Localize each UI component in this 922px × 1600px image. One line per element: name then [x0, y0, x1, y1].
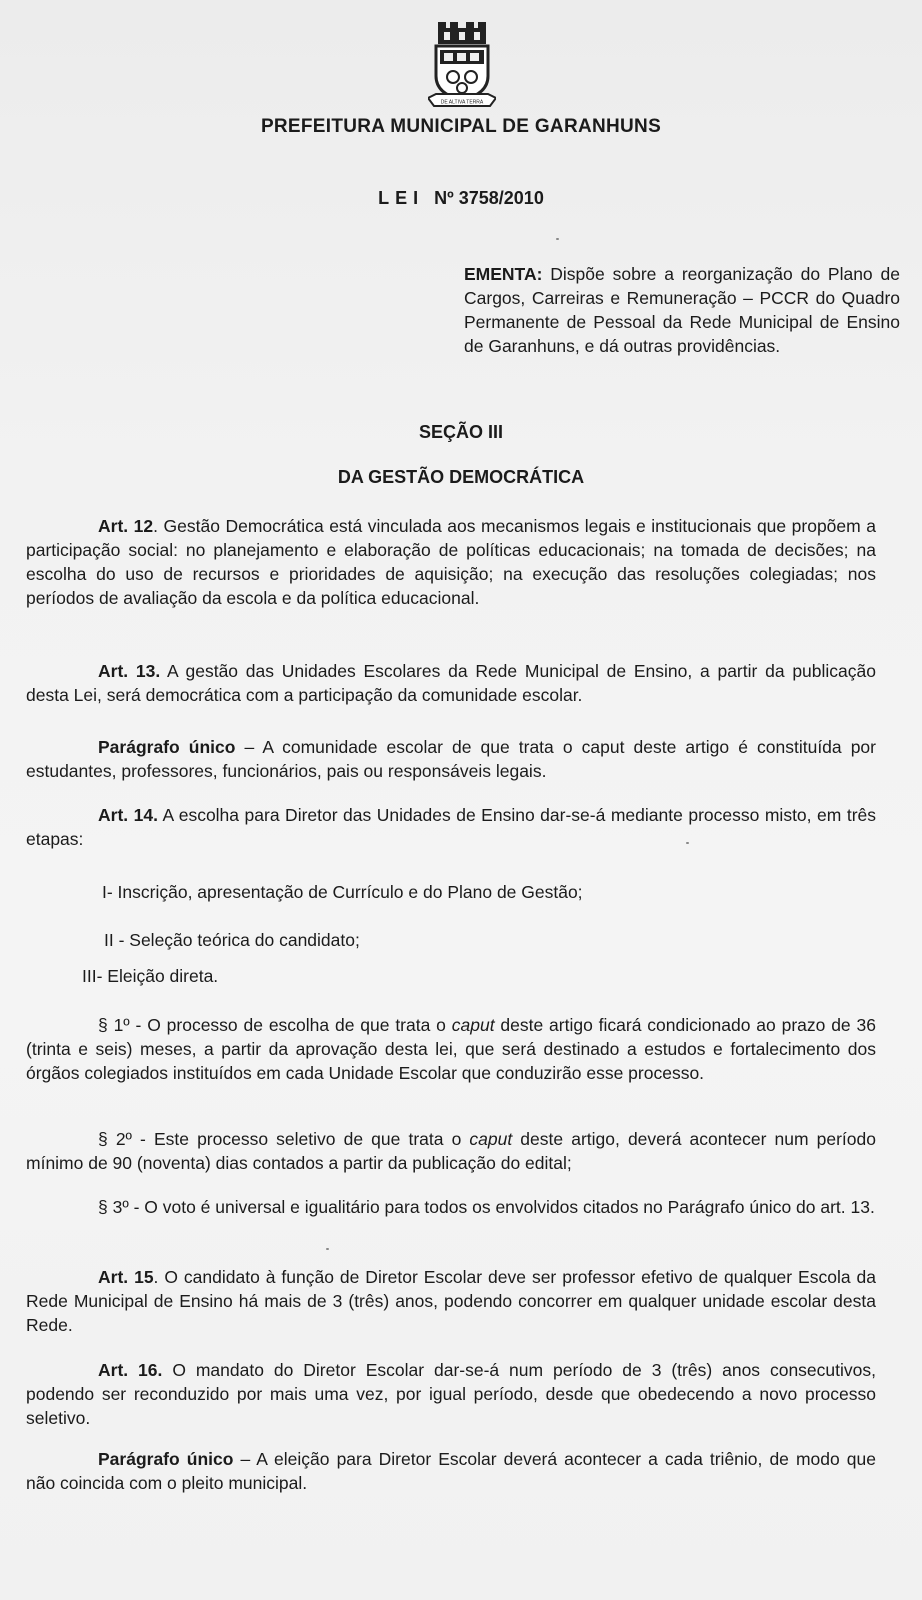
municipal-crest-icon	[428, 22, 496, 110]
article-16	[26, 1358, 876, 1430]
article-16-label: Art. 16.	[98, 1360, 163, 1380]
ementa-label: EMENTA:	[464, 264, 543, 284]
article-13	[26, 659, 876, 707]
article-14-item-2: II - Seleção teórica do candidato;	[104, 930, 360, 950]
article-12	[26, 514, 876, 610]
article-14-paragraph-1	[26, 1013, 876, 1085]
paragraph-1-lead: § 1º - O processo de escolha de que trata o	[98, 1015, 452, 1035]
section-title: SEÇÃO III	[418, 422, 503, 442]
paragraph-2-caput: caput	[469, 1129, 513, 1149]
article-15	[26, 1265, 876, 1337]
article-14-item-1: I- Inscrição, apresentação de Currículo e do Plano de Gestão;	[102, 882, 583, 902]
article-14-text: A escolha para Diretor das Unidades de Ensino dar-se-á mediante processo misto, em três etapas:	[26, 805, 877, 849]
scan-speck	[326, 1248, 329, 1250]
article-14-item-3: III- Eleição direta.	[82, 966, 219, 986]
law-number	[0, 188, 922, 209]
paragraph-2-lead: § 2º - Este processo seletivo de que trata o	[98, 1129, 470, 1149]
scan-speck	[686, 842, 689, 844]
article-14-paragraph-2	[26, 1127, 876, 1175]
paragraph-2-tail: deste artigo, deverá acontecer num período mínimo de 90 (noventa) dias contados a partir da publicação do edital;	[26, 1129, 876, 1173]
article-15-text: . O candidato à função de Diretor Escolar deve ser professor efetivo de qualquer Escola da Rede Municipal de Ensino há mais de 3 (três) anos, podendo concorrer em qualquer unidade escolar desta Rede.	[26, 1267, 876, 1335]
section-subtitle: DA GESTÃO DEMOCRÁTICA	[337, 467, 585, 487]
article-12-text: . Gestão Democrática está vinculada aos mecanismos legais e institucionais que propõem a participação social: no planejamento e elaboração de políticas educacionais; na tomada de decisões; na escolha do uso de recursos e prioridades de aquisição; na execução das resoluções colegiadas; nos períodos de avaliação da escola e da política educacional.	[26, 516, 876, 608]
ementa-text: Dispõe sobre a reorganização do Plano de Cargos, Carreiras e Remuneração – PCCR do Quadro Permanente de Pessoal da Rede Municipal de Ensino de Garanhuns, e dá outras providências.	[464, 264, 900, 356]
law-number-value: Nº 3758/2010	[434, 188, 544, 208]
article-14-label: Art. 14.	[98, 805, 158, 825]
article-15-label: Art. 15	[98, 1267, 154, 1287]
sole-paragraph-label: Parágrafo único	[98, 737, 236, 757]
article-13-text: A gestão das Unidades Escolares da Rede Municipal de Ensino, a partir da publicação desta Lei, será democrática com a participação da comunidade escolar.	[26, 661, 876, 705]
svg-text:DE ALTIVA TERRA: DE ALTIVA TERRA	[440, 99, 484, 106]
paragraph-1-tail: deste artigo ficará condicionado ao prazo de 36 (trinta e seis) meses, a partir da aprovação desta lei, que será destinado a estudos e fortalecimento dos órgãos colegiados instituídos em cada Unidade Escolar que conduzirão esse processo.	[26, 1015, 876, 1083]
article-16-sole-paragraph	[26, 1447, 876, 1495]
institution-title: PREFEITURA MUNICIPAL DE GARANHUNS	[260, 116, 662, 137]
article-12-label: Art. 12	[98, 516, 154, 536]
article-16-sole-paragraph-text: – A eleição para Diretor Escolar deverá acontecer a cada triênio, de modo que não coincida com o pleito municipal.	[26, 1449, 876, 1493]
law-label: LEI	[378, 188, 425, 208]
ementa-block	[464, 262, 900, 358]
article-16-sole-paragraph-label: Parágrafo único	[98, 1449, 234, 1469]
article-14	[26, 803, 876, 851]
scan-speck	[556, 238, 559, 240]
article-13-label: Art. 13.	[98, 661, 161, 681]
article-16-text: O mandato do Diretor Escolar dar-se-á num período de 3 (três) anos consecutivos, podendo ser reconduzido por mais uma vez, por igual período, desde que obedecendo a novo processo seletivo.	[26, 1360, 876, 1428]
article-13-sole-paragraph	[26, 735, 876, 783]
article-14-paragraph-3: § 3º - O voto é universal e igualitário para todos os envolvidos citados no Parágrafo único do art. 13.	[98, 1197, 875, 1217]
paragraph-1-caput: caput	[451, 1015, 495, 1035]
sole-paragraph-text: – A comunidade escolar de que trata o caput deste artigo é constituída por estudantes, professores, funcionários, pais ou responsáveis legais.	[26, 737, 876, 781]
